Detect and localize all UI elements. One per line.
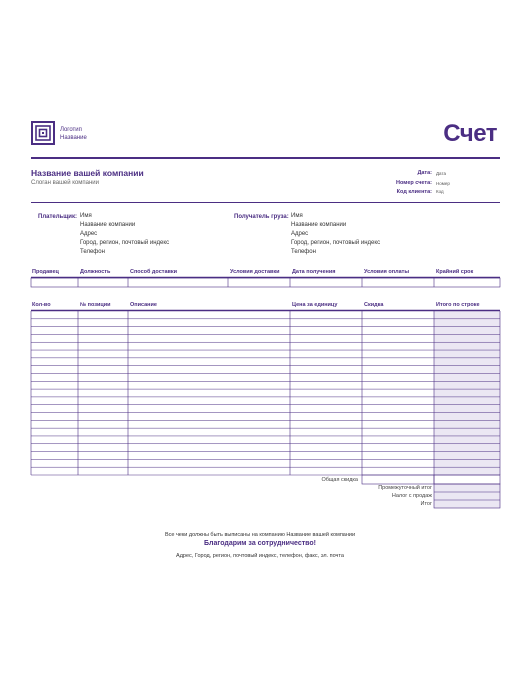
col-quantity: Кол-во <box>32 302 51 308</box>
col-seller: Продавец <box>32 269 59 275</box>
col-description: Описание <box>130 302 157 308</box>
consignee-name: Имя <box>291 213 303 219</box>
subtotal-label: Промежуточный итог <box>378 485 432 491</box>
invoice-number-label: Номер счета: <box>396 180 432 186</box>
col-discount: Скидка <box>364 302 384 308</box>
payer-name: Имя <box>80 213 92 219</box>
total-discount-label: Общая скидка <box>321 477 358 483</box>
grand-total-label: Итог <box>420 501 432 507</box>
col-shipping-method: Способ доставки <box>130 269 178 275</box>
consignee-phone: Телефон <box>291 249 316 255</box>
consignee-city: Город, регион, почтовый индекс <box>291 240 381 246</box>
date-label: Дата: <box>417 170 432 176</box>
invoice-title: Счет <box>443 120 497 147</box>
payer-city: Город, регион, почтовый индекс <box>80 240 170 246</box>
thanks-text: Благодарим за сотрудничество! <box>204 540 316 547</box>
col-shipping-terms: Условия доставки <box>230 269 280 275</box>
col-unit-price: Цена за единицу <box>292 302 338 308</box>
company-name: Название вашей компании <box>31 168 144 178</box>
payer-address: Адрес <box>80 231 98 237</box>
consignee-label: Получатель груза: <box>234 214 289 220</box>
client-code-value: Код <box>436 189 444 194</box>
consignee-company: Название компании <box>291 222 347 228</box>
col-receipt-date: Дата получения <box>292 269 336 275</box>
col-item-number: № позиции <box>80 302 111 308</box>
logo-line-2: Название <box>60 135 87 141</box>
date-value: Дата <box>436 171 446 176</box>
col-line-total: Итого по строке <box>436 302 480 308</box>
col-payment-terms: Условия оплаты <box>364 269 410 275</box>
payer-label: Плательщик: <box>38 214 77 220</box>
client-code-label: Код клиента: <box>396 189 432 195</box>
invoice-number-value: Номер <box>436 181 450 186</box>
col-deadline: Крайний срок <box>436 269 474 275</box>
company-slogan: Слоган вашей компании <box>31 180 99 186</box>
payment-note: Все чеки должны быть выписаны на компанию Название вашей компании <box>164 532 356 538</box>
col-position: Должность <box>80 269 111 275</box>
payer-company: Название компании <box>80 222 136 228</box>
sales-tax-label: Налог с продаж <box>391 493 432 499</box>
contact-line: Адрес, Город, регион, почтовый индекс, телефон, факс, эл. почта <box>176 553 344 559</box>
logo-line-1: Логотип <box>60 127 82 133</box>
payer-phone: Телефон <box>80 249 105 255</box>
consignee-address: Адрес <box>291 231 309 237</box>
